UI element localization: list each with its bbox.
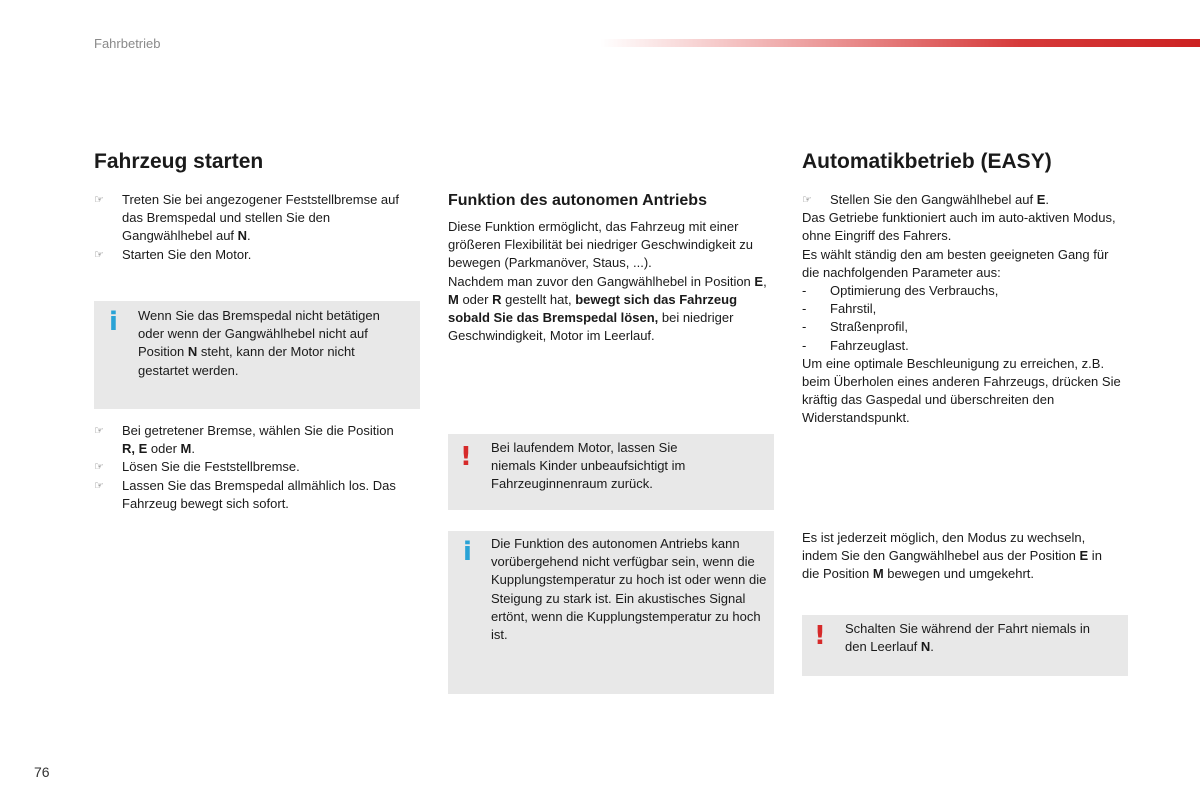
info-box-brake [94,301,420,409]
list-item: - Optimierung des Verbrauchs, [802,283,999,299]
section-title-easy: Automatikbetrieb (EASY) [802,150,1052,173]
list-item: ☞ Stellen Sie den Gangwählhebel auf E. [802,191,1128,209]
exclamation-icon: ! [814,621,826,651]
header-accent-bar [600,39,1200,47]
info-box-clutch [448,531,774,694]
warning-box-neutral [802,615,1128,676]
subsection-title-autonomous: Funktion des autonomen Antriebs [448,192,707,209]
pointing-hand-icon: ☞ [94,248,104,261]
pointing-hand-icon: ☞ [94,425,104,437]
pointing-hand-icon: ☞ [94,479,104,492]
pointing-hand-icon: ☞ [94,461,104,474]
list-item: ☞ Treten Sie bei angezogener Feststellbremse auf das Bremspedal und stellen Sie den Gangwählhebel auf N. [94,192,400,244]
section-title-start: Fahrzeug starten [94,150,264,173]
running-header: Fahrbetrieb [94,36,161,51]
warning-box-children [448,434,774,510]
start-steps-list-2 [94,422,410,513]
pointing-hand-icon: ☞ [802,194,812,206]
list-item: - Straßenprofil, [802,319,909,335]
parameter-list [802,282,1128,355]
autonomous-paragraph: Diese Funktion ermöglicht, das Fahrzeug mit einer größeren Flexibilität bei niedriger Geschwindigkeit zu bewegen (Parkmanöver, Staus, ...). Nachdem man zuvor den Gangwählhebel in Position E, M oder R gestellt hat, bewegt sich das Fahrzeug sobald Sie das Bremspedal lösen, bei niedriger Geschwindigkeit, Motor im Leerlauf. [448,219,767,344]
warning-text: Bei laufendem Motor, lassen Sie niemals Kinder unbeaufsichtigt im Fahrzeuginnenraum zurück. [491,440,686,492]
info-text: Die Funktion des autonomen Antriebs kann vorübergehend nicht verfügbar sein, wenn die Kupplungstemperatur zu hoch ist oder wenn die Steigung zu stark ist. Ein akustisches Signal ertönt, wenn die Kupplungstemperatur zu hoch ist. [491,536,767,643]
start-steps-list [94,191,404,264]
info-icon: i [463,537,472,567]
list-item: ☞ Bei getretener Bremse, wählen Sie die Position R, E oder M. [94,423,394,457]
warning-text: Schalten Sie während der Fahrt niemals in den Leerlauf N. [845,621,1090,655]
easy-content: ☞ Stellen Sie den Gangwählhebel auf E. Das Getriebe funktioniert auch im auto-aktiven Modus, ohne Eingriff des Fahrers. Es wählt ständig den am besten geeigneten Gang für die nachfolgenden Parameter aus: - Optimierung des Verbrauchs, - Fahrstil, - Straßenprofil, - Fahrzeuglast. Um eine optimale Beschleunigung zu erreichen, z.B. beim Überholen eines anderen Fahrzeugs, drücken Sie kräftig das Gaspedal und überschreiten den Widerstandspunkt. [802,191,1128,428]
info-text: Wenn Sie das Bremspedal nicht betätigen oder wenn der Gangwählhebel nicht auf Position N steht, kann der Motor nicht gestartet werden. [138,308,380,378]
list-item: ☞ Lassen Sie das Bremspedal allmählich los. Das Fahrzeug bewegt sich sofort. [94,477,396,511]
list-item: - Fahrzeuglast. [802,337,909,353]
easy-step-list [802,191,1128,209]
page-number: 76 [34,764,50,780]
list-item: - Fahrstil, [802,301,877,317]
list-item: ☞ Starten Sie den Motor. [94,246,404,264]
exclamation-icon: ! [460,442,472,472]
list-item: ☞ Lösen Sie die Feststellbremse. [94,458,410,476]
pointing-hand-icon: ☞ [94,194,104,206]
info-icon: i [109,307,118,337]
mode-change-paragraph: Es ist jederzeit möglich, den Modus zu wechseln, indem Sie den Gangwählhebel aus der Position E in die Position M bewegen und umgekehrt. [802,530,1102,582]
